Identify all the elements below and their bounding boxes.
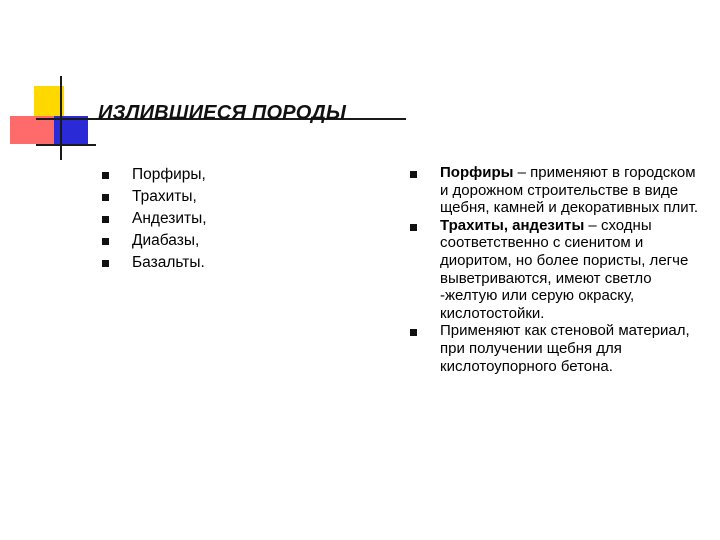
square-bullet-icon — [410, 224, 417, 231]
list-item-text: Андезиты, — [132, 210, 207, 227]
description-item — [410, 322, 700, 375]
description-term: Трахиты, андезиты — [440, 216, 585, 234]
list-item — [102, 230, 207, 252]
square-bullet-icon — [102, 172, 109, 179]
square-bullet-icon — [102, 238, 109, 245]
description-text: – применяют в городском и дорожном строительстве в виде щебня, камней и декоративных плит. — [440, 164, 699, 217]
square-bullet-icon — [102, 194, 109, 201]
decor-short-horizontal-line — [36, 144, 96, 146]
list-item-text: Трахиты, — [132, 188, 197, 205]
slide-title: ИЗЛИВШИЕСЯ ПОРОДЫ — [98, 102, 347, 124]
square-bullet-icon — [410, 329, 417, 336]
list-item — [102, 252, 207, 274]
list-item-text: Диабазы, — [132, 232, 200, 249]
description-text: Применяют как стеновой материал, при получении щебня для кислотоупорного бетона. — [440, 322, 690, 375]
square-bullet-icon — [410, 171, 417, 178]
rock-list — [102, 164, 207, 274]
list-item-text: Порфиры, — [132, 166, 206, 183]
list-item — [102, 186, 207, 208]
list-item — [102, 208, 207, 230]
square-bullet-icon — [102, 260, 109, 267]
decor-red-rectangle — [10, 116, 54, 144]
list-item-text: Базальты. — [132, 254, 205, 271]
description-term: Порфиры — [440, 164, 514, 181]
description-text: – сходны соответственно с сиенитом и диоритом, но более пористы, легче выветриваются, имеют светло -желтую или серую окраску, кислотостойки. — [440, 216, 689, 322]
description-item — [410, 217, 700, 323]
square-bullet-icon — [102, 216, 109, 223]
description-item — [410, 164, 700, 217]
list-item — [102, 164, 207, 186]
usage-description-list — [410, 164, 700, 375]
